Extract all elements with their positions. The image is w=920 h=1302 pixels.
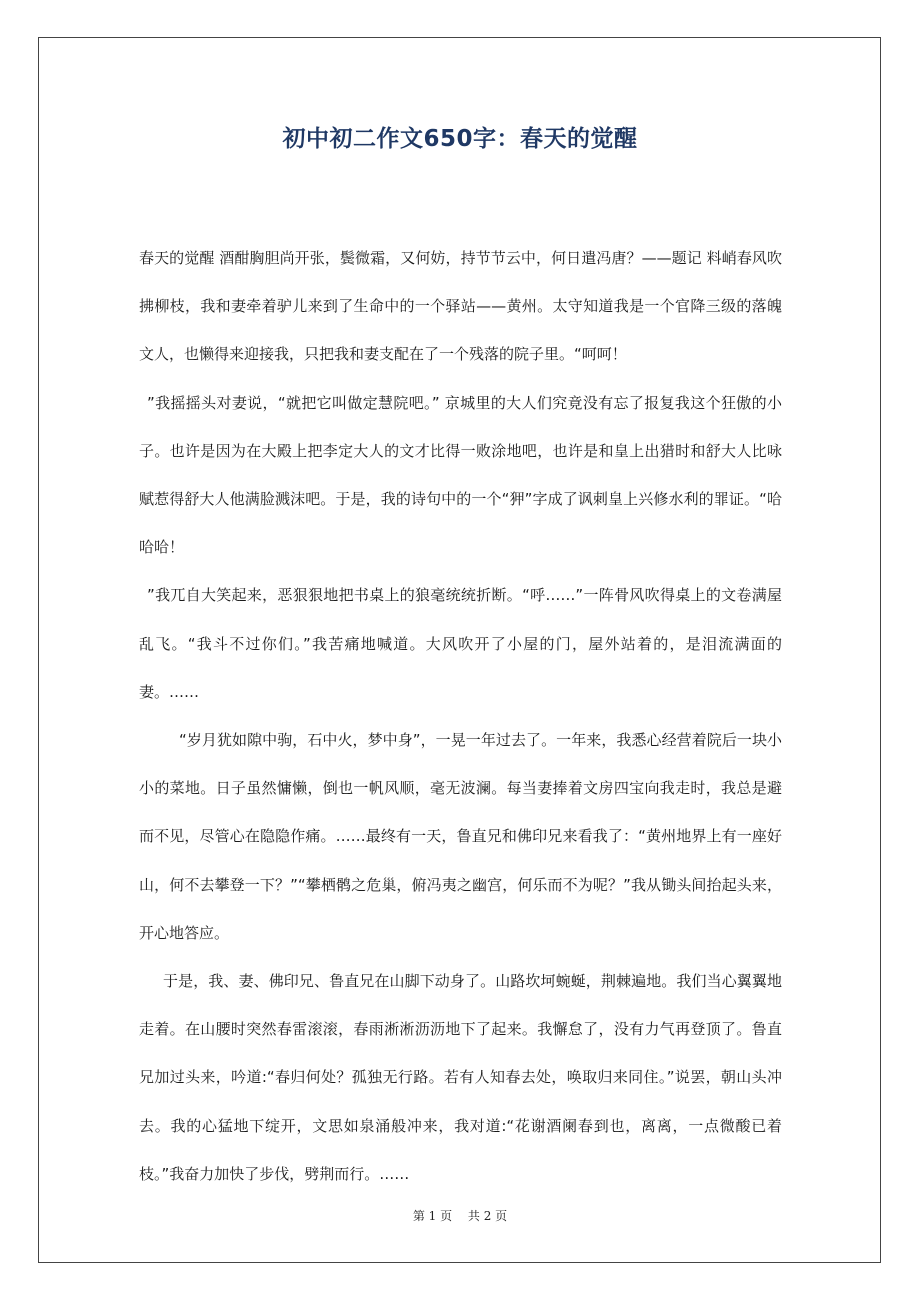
paragraph-4: “岁月犹如隙中驹，石中火，梦中身”，一晃一年过去了。一年来，我悉心经营着院后一块小小的菜地。日子虽然慵懒，倒也一帆风顺，毫无波澜。每当妻捧着文房四宝向我走时，我总是避而不见，尽管心在隐隐作痛。……最终有一天，鲁直兄和佛印兄来看我了：“黄州地界上有一座好山，何不去攀登一下？”“攀栖鹘之危巢，俯冯夷之幽宫，何乐而不为呢？”我从锄头间抬起头来，开心地答应。 — [139, 731, 782, 942]
page-total: 共 2 页 — [467, 1209, 508, 1223]
paragraph-1: 春天的觉醒 酒酣胸胆尚开张，鬓微霜，又何妨，持节节云中，何日遣冯唐？——题记 料峭春风吹拂柳枝，我和妻牵着驴儿来到了生命中的一个驿站——黄州。太守知道我是一个官降三级的落魄文人，也懒得来迎接我，只把我和妻支配在了一个残落的院子里。“呵呵！ — [139, 249, 782, 364]
page-footer — [0, 1207, 920, 1224]
paragraph-5: 于是，我、妻、佛印兄、鲁直兄在山脚下动身了。山路坎坷蜿蜒，荆棘遍地。我们当心翼翼地走着。在山腰时突然春雷滚滚，春雨淅淅沥沥地下了起来。我懈怠了，没有力气再登顶了。鲁直兄加过头来，吟道:“春归何处？孤独无行路。若有人知春去处，唤取归来同住。”说罢，朝山头冲去。我的心猛地下绽开，文思如泉涌般冲来，我对道:“花谢酒阑春到也，离离，一点微酸已着枝。”我奋力加快了步伐，劈荆而行。…… — [139, 972, 782, 1183]
paragraph-2: ”我摇摇头对妻说，“就把它叫做定慧院吧。” 京城里的大人们究竟没有忘了报复我这个狂傲的小子。也许是因为在大殿上把李定大人的文才比得一败涂地吧，也许是和皇上出猎时和舒大人比咏赋惹得舒大人他满脸溅沫吧。于是，我的诗句中的一个“狎”字成了讽刺皇上兴修水利的罪证。“哈哈哈！ — [139, 393, 782, 557]
document-body — [139, 234, 782, 1198]
document-title: 初中初二作文650字：春天的觉醒 — [282, 126, 638, 152]
page-number: 第 1 页 — [412, 1209, 453, 1223]
paragraph-3: ”我兀自大笑起来，恶狠狠地把书桌上的狼毫统统折断。“呼……”一阵骨风吹得桌上的文卷满屋乱飞。“我斗不过你们。”我苦痛地喊道。大风吹开了小屋的门，屋外站着的，是泪流满面的妻。…… — [139, 586, 782, 701]
